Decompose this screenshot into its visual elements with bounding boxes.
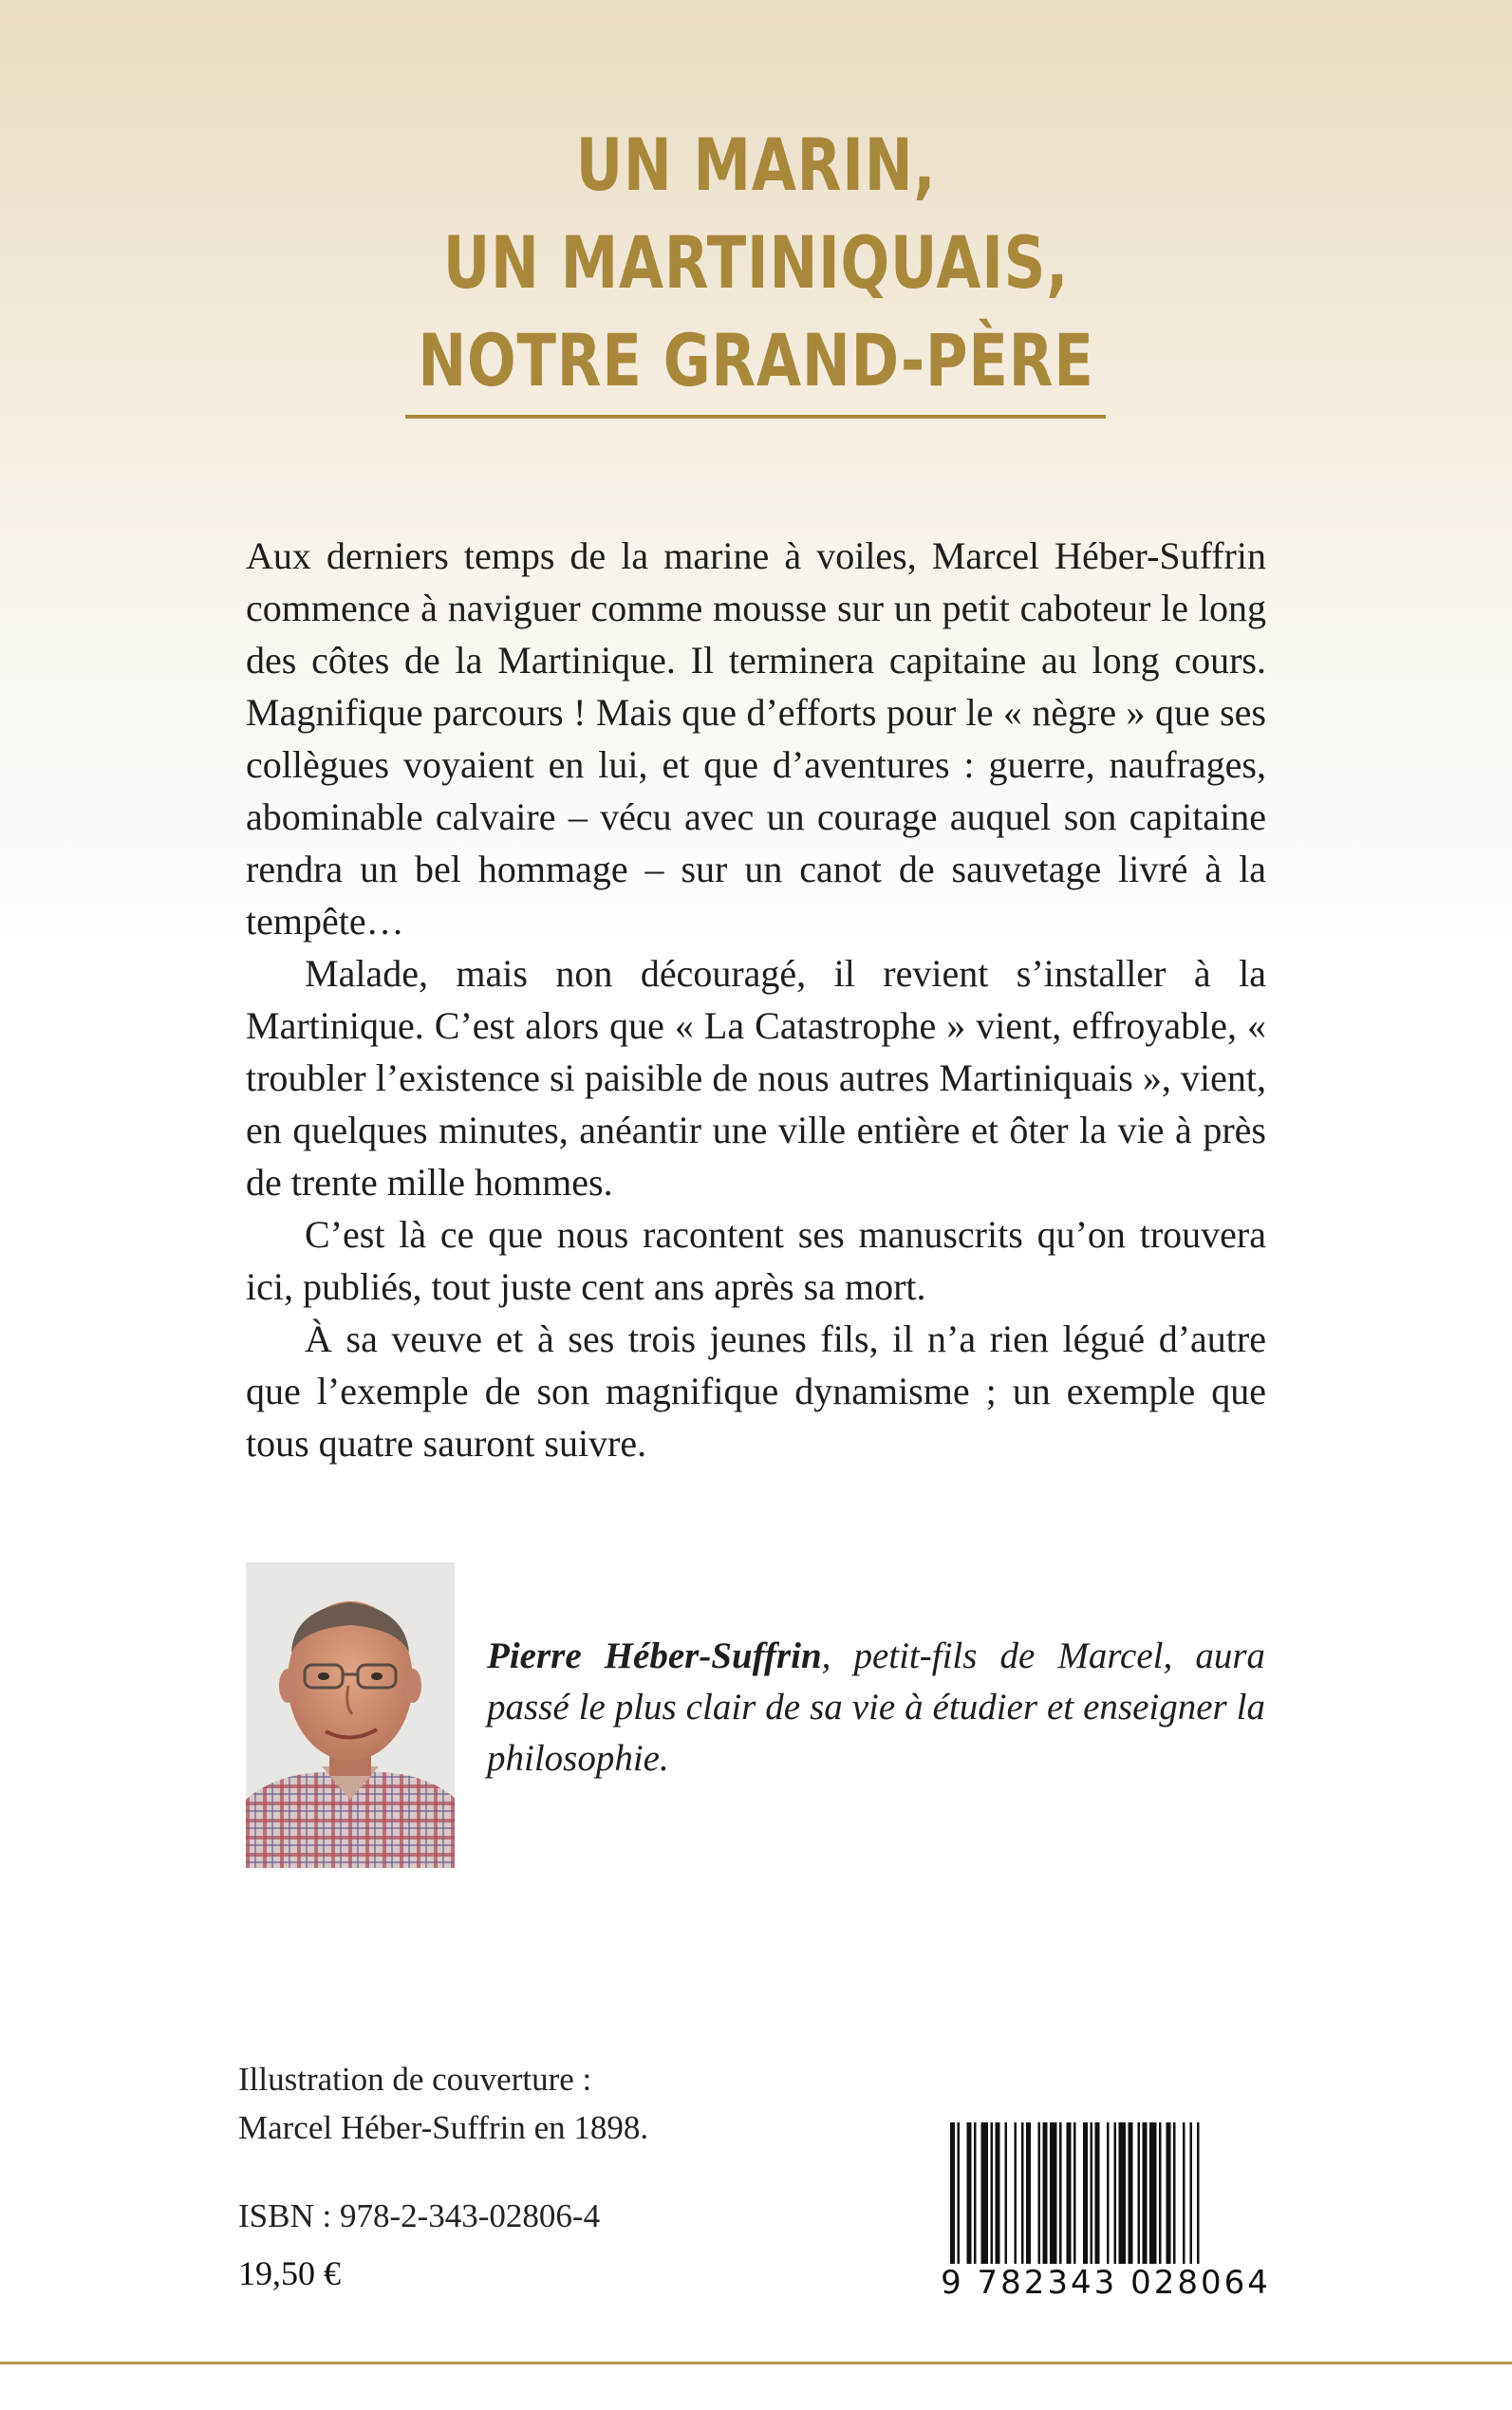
- credit-value: Marcel Héber-Suffrin en 1898.: [238, 2109, 649, 2146]
- blurb-paragraph-2: Malade, mais non découragé, il revient s’installer à la Martinique. C’est alors que « La Catastrophe » vient, effroyable, « troubler l’existence si paisible de nous autres Martiniquais », vient, en quelques minutes, anéantir une ville entière et ôter la vie à près de trente mille hommes.: [246, 952, 1266, 1204]
- blurb-paragraph-1: Aux derniers temps de la marine à voiles, Marcel Héber-Suffrin commence à naviguer comme mousse sur un petit caboteur le long des côtes de la Martinique. Il terminera capitaine au long cours. Magnifique parcours ! Mais que d’efforts pour le « nègre » que ses collègues voyaient en lui, et que d’aventures : guerre, naufrages, abominable calvaire – vécu avec un courage auquel son capitaine rendra un bel hommage – sur un canot de sauvetage livré à la tempête…: [246, 534, 1266, 943]
- author-photo: [246, 1562, 455, 1868]
- book-title: [0, 116, 1512, 409]
- author-portrait-icon: [246, 1562, 455, 1868]
- price: 19,50 €: [238, 2254, 341, 2292]
- isbn: ISBN : 978-2-343-02806-4: [238, 2197, 601, 2234]
- blurb-paragraph-4: À sa veuve et à ses trois jeunes fils, il n’a rien légué d’autre que l’exemple de son magnifique dynamisme ; un exemple que tous quatre sauront suivre.: [246, 1317, 1266, 1465]
- bottom-divider: [0, 2362, 1512, 2364]
- blurb-paragraph-3: C’est là ce que nous racontent ses manuscrits qu’on trouvera ici, publiés, tout juste cent ans après sa mort.: [246, 1213, 1266, 1308]
- author-name: Pierre Héber-Suffrin: [487, 1635, 822, 1676]
- author-bio-text: , petit-fils de Marcel, aura passé le plus clair de sa vie à étudier et enseigner la philosophie.: [487, 1635, 1265, 1779]
- back-cover-blurb: [246, 530, 1266, 1469]
- title-divider: [405, 415, 1106, 419]
- barcode-digits: 9 782343 028064: [941, 2264, 1271, 2302]
- cover-credit: [238, 2055, 648, 2152]
- title-line-3: NOTRE GRAND-PÈRE: [418, 318, 1094, 402]
- title-line-1: UN MARIN,: [575, 122, 937, 207]
- credit-label: Illustration de couverture :: [238, 2061, 592, 2098]
- author-bio: [487, 1631, 1265, 1784]
- title-line-2: UN MARTINIQUAIS,: [442, 220, 1070, 305]
